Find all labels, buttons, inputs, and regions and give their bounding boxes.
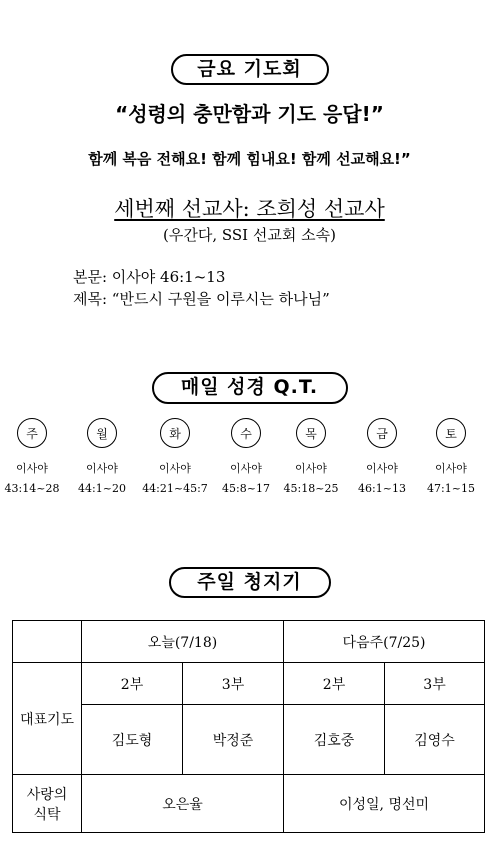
qt-schedule [0,418,499,508]
table-row [13,621,485,663]
prayer-next-2: 김호중 [284,705,385,775]
qt-day-saturday [411,418,491,495]
day-circle: 주 [17,418,47,448]
qt-verses: 45:8~17 [222,482,270,495]
day-circle: 금 [367,418,397,448]
duty-table [12,620,485,833]
day-circle: 월 [87,418,117,448]
header-today: 오늘(7/18) [82,621,284,663]
day-circle: 토 [436,418,466,448]
love-table-label [13,775,82,833]
missionary-affiliation: (우간다, SSI 선교회 소속) [163,226,336,244]
empty-cell [13,621,82,663]
qt-book: 이사야 [16,462,48,475]
qt-verses: 47:1~15 [427,482,475,495]
day-circle: 수 [231,418,261,448]
missionary-name: 세번째 선교사: 조희성 선교사 [114,197,385,221]
sermon-title: “성령의 충만함과 기도 응답!” [115,102,384,126]
service-3-next: 3부 [385,663,485,705]
love-label-line: 사랑의 [26,786,68,803]
header-next-week: 다음주(7/25) [284,621,485,663]
qt-verses: 44:21~45:7 [142,482,208,495]
qt-section-title: 매일 성경 Q.T. [152,372,348,404]
slogan: 함께 복음 전해요! 함께 힘내요! 함께 선교해요!” [88,150,411,168]
service-3-today: 3부 [183,663,284,705]
qt-day-friday [342,418,422,495]
qt-verses: 46:1~13 [358,482,406,495]
duty-section-title: 주일 청지기 [169,567,331,598]
love-label-line: 식탁 [33,806,61,823]
sermon-subject: 제목: “반드시 구원을 이루시는 하나님” [73,290,330,308]
qt-book: 이사야 [366,462,398,475]
prayer-today-3: 박정준 [183,705,284,775]
qt-book: 이사야 [230,462,262,475]
qt-book: 이사야 [295,462,327,475]
day-circle: 목 [296,418,326,448]
qt-day-tuesday [135,418,215,495]
prayer-next-3: 김영수 [385,705,485,775]
love-next: 이성일, 명선미 [284,775,485,833]
table-row [13,705,485,775]
scripture-block [73,266,330,310]
qt-book: 이사야 [159,462,191,475]
scripture-text: 본문: 이사야 46:1~13 [73,268,226,286]
qt-verses: 45:18~25 [283,482,339,495]
qt-day-thursday [271,418,351,495]
service-2-next: 2부 [284,663,385,705]
qt-book: 이사야 [86,462,118,475]
qt-book: 이사야 [435,462,467,475]
prayer-today-2: 김도형 [82,705,183,775]
service-2-today: 2부 [82,663,183,705]
love-today: 오은율 [82,775,284,833]
qt-verses: 44:1~20 [78,482,126,495]
prayer-label: 대표기도 [13,663,82,775]
header-title: 금요 기도회 [171,54,329,85]
qt-verses: 43:14~28 [4,482,60,495]
day-circle: 화 [160,418,190,448]
table-row [13,663,485,705]
table-row [13,775,485,833]
qt-day-monday [62,418,142,495]
